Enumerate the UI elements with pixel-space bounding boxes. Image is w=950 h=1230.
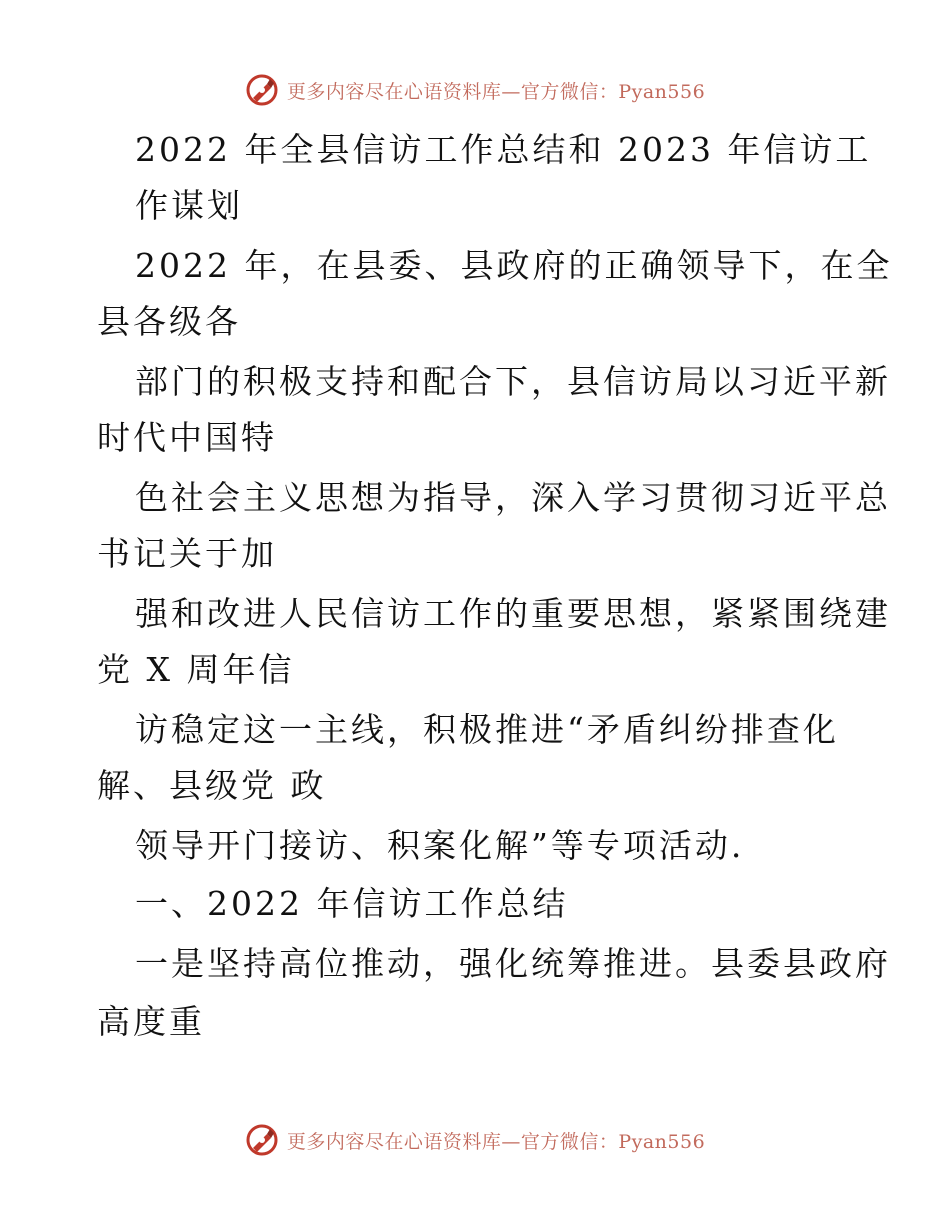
paragraph-line: 一是坚持高位推动，强化统筹推进。县委县政府: [135, 944, 891, 983]
paragraph-line: 强和改进人民信访工作的重要思想，紧紧围绕建: [135, 594, 891, 633]
paragraph-line: 高度重: [97, 1002, 205, 1041]
paragraph-line: 访稳定这一主线，积极推进“矛盾纠纷排查化: [135, 710, 839, 749]
paragraph-line: 部门的积极支持和配合下，县信访局以习近平新: [135, 362, 891, 401]
paragraph-line: 党 X 周年信: [97, 650, 295, 689]
paragraph-line: 2022 年，在县委、县政府的正确领导下，在全: [135, 246, 893, 285]
paragraph-line: 时代中国特: [97, 418, 277, 457]
watermark-text: 更多内容尽在心语资料库—官方微信：Pyan556: [286, 1130, 706, 1153]
paragraph-line: 色社会主义思想为指导，深入学习贯彻习近平总: [135, 478, 891, 517]
pen-circle-logo-icon: [245, 1123, 279, 1157]
watermark-text: 更多内容尽在心语资料库—官方微信：Pyan556: [286, 80, 706, 103]
paragraph-line: 县各级各: [97, 302, 241, 341]
section-heading: 一、2022 年信访工作总结: [135, 884, 569, 923]
watermark-footer: [0, 1120, 950, 1160]
title-line-1: 2022 年全县信访工作总结和 2023 年信访工: [135, 130, 872, 169]
title-line-2: 作谋划: [135, 186, 243, 225]
paragraph-line: 领导开门接访、积案化解”等专项活动.: [135, 826, 745, 865]
watermark-header: [0, 70, 950, 110]
pen-circle-logo-icon: [245, 73, 279, 107]
paragraph-line: 解、县级党 政: [97, 766, 327, 805]
paragraph-line: 书记关于加: [97, 534, 277, 573]
